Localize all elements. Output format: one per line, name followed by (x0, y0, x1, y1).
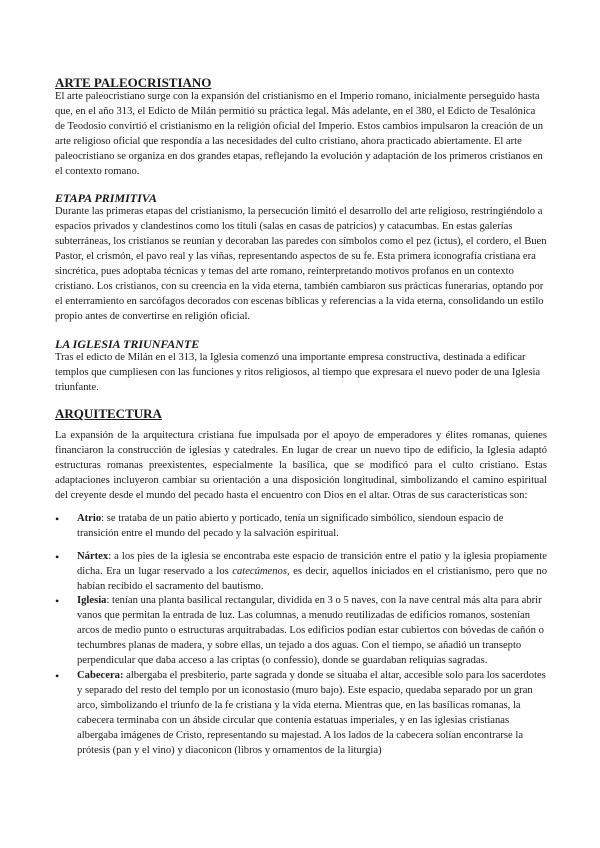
text-nartex-after: , es decir, aquellos iniciados en el cristianismo, pero que no habían recibido el sacramento del bautismo. (77, 565, 547, 592)
term-cabecera: Cabecera: (77, 670, 124, 681)
bullet-icon: • (55, 594, 60, 609)
term-catecumenos: catecúmenos (232, 565, 287, 577)
heading-arquitectura: ARQUITECTURA (55, 406, 162, 422)
features-list (55, 512, 547, 759)
heading-iglesia-triunfante: LA IGLESIA TRIUNFANTE (55, 336, 200, 351)
term-atrio: Atrio (77, 512, 102, 524)
bullet-icon: • (55, 511, 60, 526)
paragraph-etapa-primitiva: Durante las primeras etapas del cristianismo, la persecución limitó el desarrollo del arte religioso, restringiéndolo a espacios privados y clandestinos como los tituli (salas en casas de patricios) y catacumbas. En estas galerías subterráneas, los cristianos se reunían y decoraban las paredes con símbolos como el pez (ictus), el cordero, el Buen Pastor, el crismón, el pavo real y las viñas, representando aspectos de su fe. Esta primera iconografía cristiana era sincrética, pues adoptaba técnicas y temas del arte romano, reinterpretando motivos profanos en un contexto cristiano. Los cristianos, con su creencia en la vida eterna, también cambiaron sus prácticas funerarias, optando por el enterramiento en sarcófagos decorados con escenas bíblicas y referencias a la vida eterna, consolidando un estilo propio antes de convertirse en religión oficial. (55, 206, 547, 322)
heading-etapa-primitiva: ETAPA PRIMITIVA (55, 191, 157, 206)
heading-arte-paleocristiano: ARTE PALEOCRISTIANO (55, 75, 212, 90)
list-item-atrio (55, 512, 547, 542)
bullet-icon: • (55, 549, 60, 564)
text-cabecera: albergaba el presbiterio, parte sagrada y donde se situaba el altar, accesible solo para los sacerdotes y separado del resto del templo por un iconostasio (muro bajo). Este espacio, quedaba separado por un gran arco, simbolizando el triunfo de la fe cristiana y la vida eterna. Mientras que, en las basílicas romanas, la cabecera terminaba con un ábside circular que contenía estatuas imperiales, y en las iglesias cristianas albergaba imágenes de Cristo, representando su majestad. A los lados de la cabecera solían encontrarse la prótesis (pan y el vino) y diaconicon (libros y ornamentos de la liturgia) (77, 670, 546, 756)
paragraph-arquitectura: La expansión de la arquitectura cristiana fue impulsada por el apoyo de emperadores y élites romanas, quienes financiaron la construcción de iglesias y catedrales. En lugar de crear un nuevo tipo de edificio, la Iglesia adaptó estructuras romanas preexistentes, especialmente la basílica, que se modificó para el culto cristiano. Estas adaptaciones incluyeron cambiar su orientación a una disposición longitudinal, simbolizando el camino espiritual del creyente desde el mundo del pecado hasta el encuentro con Dios en el altar. Otras de sus características son: (55, 430, 547, 502)
text-atrio: : se trataba de un patio abierto y porticado, tenía un significado simbólico, siendoun espacio de transición entre el mundo del pecado y la salvación espiritual. (77, 512, 504, 539)
bullet-icon: • (55, 669, 60, 683)
list-item-cabecera (55, 669, 547, 758)
text-iglesia: : tenían una planta basilical rectangular, dividida en 3 o 5 naves, con la nave central más alta para abrir vanos que permitan la entrada de luz. Las columnas, a menudo reutilizadas de edificios romanos, sostenían arcos de medio punto o estructuras arquitrabadas. Los edificios podían estar cubiertos con bóvedas de cañón o techumbres planas de madera, y sobre ellas, un tejado a dos aguas. Con el tiempo, se añadió un transepto perpendicular que daba acceso a las criptas (o confessio), donde se guardaban reliquias sagradas. (77, 595, 544, 667)
paragraph-iglesia-triunfante: Tras el edicto de Milán en el 313, la Iglesia comenzó una importante empresa constructiva, destinada a edificar templos que cumpliesen con las funciones y ritos religiosos, al tiempo que expresara el nuevo poder de una Iglesia triunfante. (55, 351, 541, 393)
term-iglesia: Iglesia (77, 595, 107, 607)
text-nartex-before: : a los pies de la iglesia se encontraba este espacio de transición entre el patio y la iglesia propiamente dicha. Era un lugar reservado a los (77, 550, 547, 577)
term-nartex: Nártex (77, 550, 109, 562)
document-content (55, 76, 547, 758)
list-item-iglesia (55, 594, 547, 669)
list-item-nartex (55, 550, 547, 595)
paragraph-arte-paleocristiano: El arte paleocristiano surge con la expansión del cristianismo en el Imperio romano, inicialmente perseguido hasta que, en el año 313, el Edicto de Milán permitió su práctica legal. Más adelante, en el 380, el Edicto de Tesalónica de Teodosio convirtió el cristianismo en la religión oficial del Imperio. Estos cambios impulsaron la creación de un arte religioso oficial que respondía a las necesidades del culto cristiano, ahora practicado abiertamente. El arte paleocristiano se organiza en dos grandes etapas, reflejando la evolución y adaptación de los primeros cristianos en el contexto romano. (55, 91, 544, 177)
